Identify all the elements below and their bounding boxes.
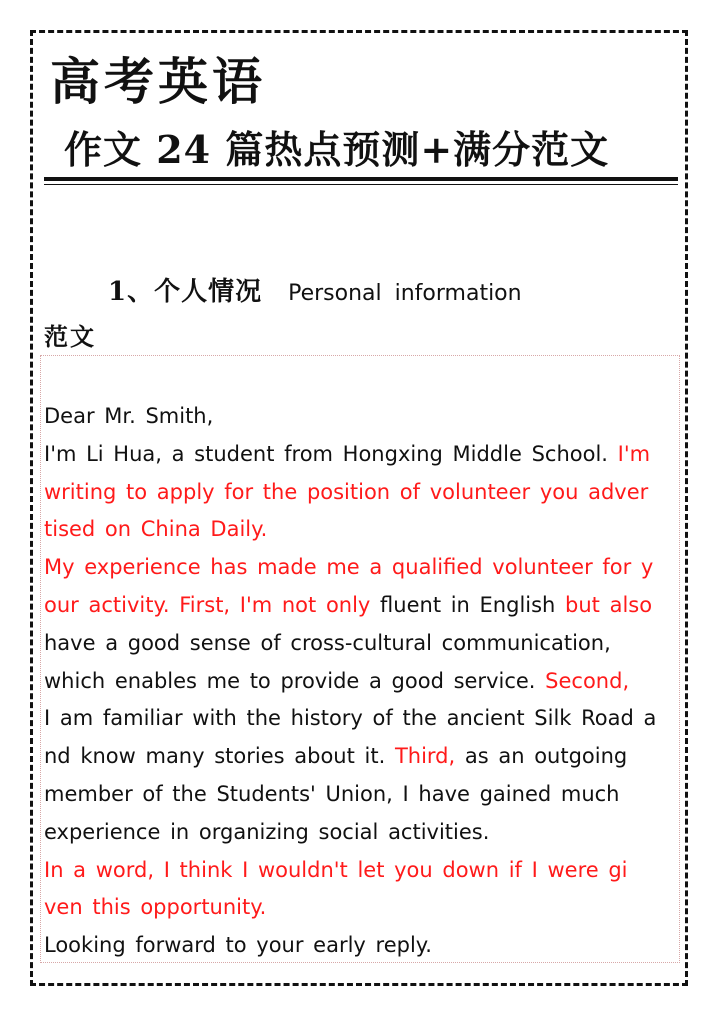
page-subtitle: 作文 24 篇热点预测+满分范文 — [64, 127, 610, 172]
section-number-title: 1、个人情况 — [108, 277, 263, 307]
essay-line — [44, 474, 678, 512]
essay-line — [44, 587, 678, 625]
essay-segment: nd know many stories about it. — [44, 744, 395, 769]
essay-segment: writing to apply for the position of volunteer you adver — [44, 479, 649, 504]
essay-line — [44, 814, 678, 852]
essay-line — [44, 625, 678, 663]
essay-line — [44, 549, 678, 587]
essay-line — [44, 511, 678, 549]
essay-segment: Looking forward to your early reply. — [44, 933, 432, 958]
essay-segment: I'm — [617, 441, 651, 466]
essay-line — [44, 436, 678, 474]
essay-line — [44, 889, 678, 927]
essay-segment: I am familiar with the history of the ancient Silk Road a — [44, 706, 657, 731]
essay-segment: Third, — [394, 744, 456, 769]
essay-segment: fluent in English — [380, 592, 566, 617]
essay-line — [44, 852, 678, 890]
essay-segment: tised on China Daily. — [44, 517, 268, 542]
sample-essay-label: 范文 — [44, 322, 96, 351]
essay-segment: our activity. First, I'm not only — [44, 592, 381, 617]
essay-segment: My experience has made me a qualified volunteer for y — [44, 555, 654, 580]
essay-segment: ven this opportunity. — [44, 895, 267, 920]
essay-segment: In a word, I think I wouldn't let you down if I were gi — [44, 857, 628, 882]
essay-line — [44, 398, 678, 436]
title-divider-thin — [44, 184, 678, 185]
essay-segment: which enables me to provide a good service. — [44, 668, 546, 693]
essay-segment: Dear Mr. Smith, — [44, 404, 214, 428]
essay-segment: but also — [565, 592, 653, 617]
essay-segment: I'm Li Hua, a student from Hongxing Middle School. — [44, 441, 618, 466]
essay-line — [44, 738, 678, 776]
title-divider-thick — [44, 177, 678, 181]
essay-line — [44, 663, 678, 701]
sample-essay — [44, 398, 678, 965]
essay-line — [44, 700, 678, 738]
section-english-title: Personal information — [288, 281, 522, 306]
section-heading — [108, 272, 522, 315]
essay-line — [44, 776, 678, 814]
essay-segment: have a good sense of cross-cultural communication, — [44, 630, 611, 655]
essay-segment: experience in organizing social activities. — [44, 819, 490, 844]
essay-segment: as an outgoing — [455, 744, 628, 769]
essay-segment: member of the Students' Union, I have gained much — [44, 781, 620, 806]
essay-line — [44, 927, 678, 965]
page-title: 高考英语 — [50, 52, 266, 111]
essay-segment: Second, — [545, 668, 630, 693]
